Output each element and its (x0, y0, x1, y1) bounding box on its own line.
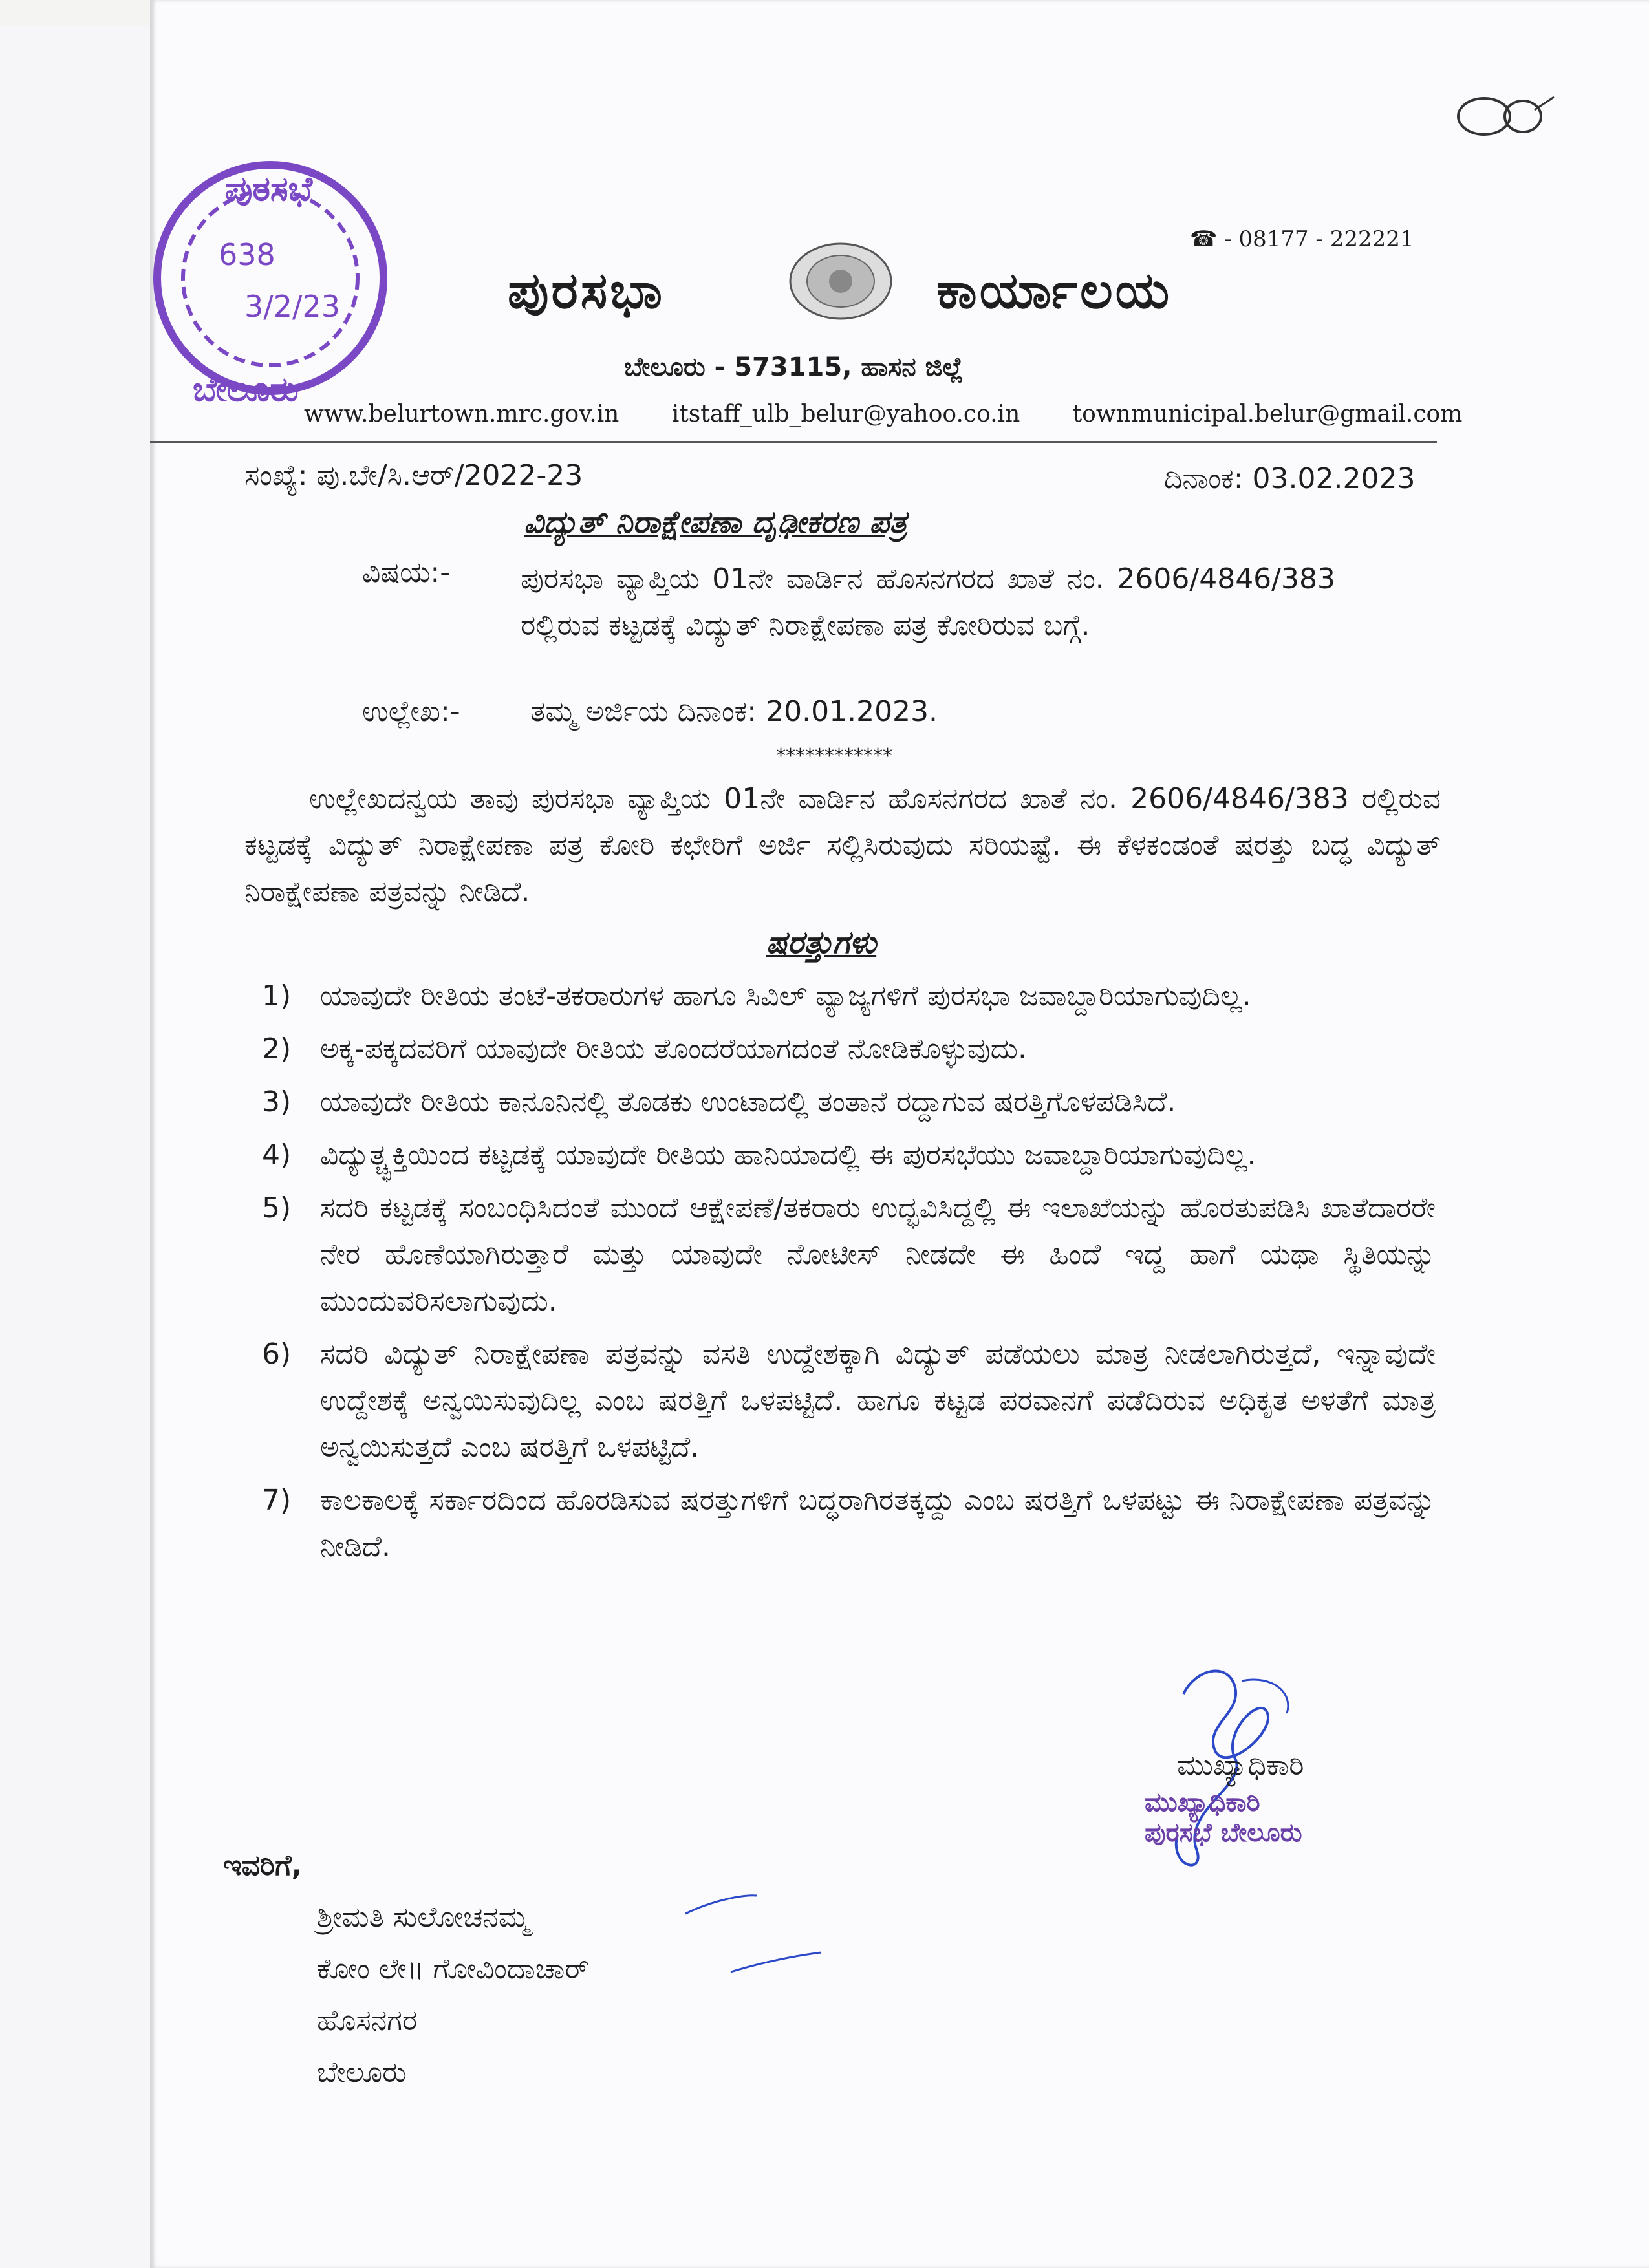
letter-date: ದಿನಾಂಕ: 03.02.2023 (1164, 462, 1416, 495)
condition-item: 5) ಸದರಿ ಕಟ್ಟಡಕ್ಕೆ ಸಂಬಂಧಿಸಿದಂತೆ ಮುಂದೆ ಆಕ್ಷೇಪಣೆ/ತಕರಾರು ಉದ್ಭವಿಸಿದ್ದಲ್ಲಿ ಈ ಇಲಾಖೆಯನ್ನು ಹೊರತುಪಡಿಸಿ ಖಾತೆದಾರರೇ ನೇರ ಹೊಣೆಯಾಗಿರುತ್ತಾರೆ ಮತ್ತು ಯಾವುದೇ ನೋಟೀಸ್ ನೀಡದೇ ಈ ಹಿಂದೆ ಇದ್ದ ಹಾಗೆ ಯಥಾ ಸ್ಥಿತಿಯನ್ನು ಮುಂದುವರಿಸಲಾಗುವುದು. (262, 1192, 1436, 1318)
swachh-bharat-logo-icon (1452, 91, 1555, 142)
office-title-left: ಪುರಸಭಾ (508, 262, 665, 320)
conditions-list (262, 973, 1436, 1577)
signatory-title: ಮುಖ್ಯಾಧಿಕಾರಿ (1177, 1749, 1304, 1782)
phone-number: ☎ - 08177 - 222221 (1190, 226, 1414, 252)
condition-item: 7) ಕಾಲಕಾಲಕ್ಕೆ ಸರ್ಕಾರದಿಂದ ಹೊರಡಿಸುವ ಷರತ್ತುಗಳಿಗೆ ಬದ್ಧರಾಗಿರತಕ್ಕದ್ದು ಎಂಬ ಷರತ್ತಿಗೆ ಒಳಪಟ್ಟು ಈ ನಿರಾಕ್ಷೇಪಣಾ ಪತ್ರವನ್ನು ನೀಡಿದೆ. (262, 1484, 1436, 1563)
recipient-line: ಕೋಂ ಲೇ॥ ಗೋವಿಂದಾಚಾರ್ (317, 1952, 589, 1985)
reference-text: ತಮ್ಮ ಅರ್ಜಿಯ ದಿನಾಂಕ: 20.01.2023. (530, 695, 938, 728)
subject-label: ವಿಷಯ:- (362, 556, 451, 589)
subject-text: ಪುರಸಭಾ ವ್ಯಾಪ್ತಿಯ 01ನೇ ವಾರ್ಡಿನ ಹೊಸನಗರದ ಖಾತೆ ನಂ. 2606/4846/383 ರಲ್ಲಿರುವ ಕಟ್ಟಡಕ್ಕೆ ವಿದ್ಯುತ್ ನಿರಾಕ್ಷೇಪಣಾ ಪತ್ರ ಕೋರಿರುವ ಬಗ್ಗೆ. (521, 562, 1335, 642)
conditions-title: ಷರತ್ತುಗಳು (766, 925, 877, 961)
recipient-label: ಇವರಿಗೆ, (223, 1849, 303, 1882)
municipal-office-stamp (147, 142, 393, 414)
condition-item: 4) ವಿದ್ಯುತ್ಚ್ಛಕ್ತಿಯಿಂದ ಕಟ್ಟಡಕ್ಕೆ ಯಾವುದೇ ರೀತಿಯ ಹಾನಿಯಾದಲ್ಲಿ ಈ ಪುರಸಭೆಯು ಜವಾಬ್ದಾರಿಯಾಗುವುದಿಲ್ಲ. (262, 1139, 1256, 1171)
stamp-number: 638 (219, 237, 275, 272)
condition-item: 3) ಯಾವುದೇ ರೀತಿಯ ಕಾನೂನಿನಲ್ಲಿ ತೊಡಕು ಉಂಟಾದಲ್ಲಿ ತಂತಾನೆ ರದ್ದಾಗುವ ಷರತ್ತಿಗೊಳಪಡಿಸಿದೆ. (262, 1086, 1176, 1118)
website-link[interactable]: www.belurtown.mrc.gov.in (304, 401, 620, 427)
stamp-text-top: ಪುರಸಭೆ (225, 170, 313, 209)
telephone-icon: ☎ (1190, 226, 1218, 252)
municipal-emblem-icon (786, 239, 896, 323)
signatory-stamp-line-1: ಮುಖ್ಯಾಧಿಕಾರಿ (1145, 1788, 1260, 1817)
signatory-stamp-line-2: ಪುರಸಭೆ ಬೇಲೂರು (1145, 1818, 1302, 1848)
letter-body: ಉಲ್ಲೇಖದನ್ವಯ ತಾವು ಪುರಸಭಾ ವ್ಯಾಪ್ತಿಯ 01ನೇ ವಾರ್ಡಿನ ಹೊಸನಗರದ ಖಾತೆ ನಂ. 2606/4846/383 ರಲ್ಲಿರುವ ಕಟ್ಟಡಕ್ಕೆ ವಿದ್ಯುತ್ ನಿರಾಕ್ಷೇಪಣಾ ಪತ್ರ ಕೋರಿ ಕಛೇರಿಗೆ ಅರ್ಜಿ ಸಲ್ಲಿಸಿರುವುದು ಸರಿಯಷ್ಟೆ. ಈ ಕೆಳಕಂಡಂತೆ ಷರತ್ತು ಬದ್ಧ ವಿದ್ಯುತ್ ನಿರಾಕ್ಷೇಪಣಾ ಪತ್ರವನ್ನು ನೀಡಿದೆ. (244, 782, 1441, 908)
stamp-date: 3/2/23 (244, 289, 341, 324)
header-divider (150, 441, 1437, 443)
separator-stars: ************ (776, 745, 892, 767)
office-address: ಬೇಲೂರು - 573115, ಹಾಸನ ಜಿಲ್ಲೆ (624, 352, 964, 382)
condition-item: 1) ಯಾವುದೇ ರೀತಿಯ ತಂಟೆ-ತಕರಾರುಗಳ ಹಾಗೂ ಸಿವಿಲ್ ವ್ಯಾಜ್ಯಗಳಿಗೆ ಪುರಸಭಾ ಜವಾಬ್ದಾರಿಯಾಗುವುದಿಲ್ಲ. (262, 979, 1251, 1012)
email-link-1[interactable]: itstaff_ulb_belur@yahoo.co.in (671, 401, 1020, 427)
email-link-2[interactable]: townmunicipal.belur@gmail.com (1072, 401, 1463, 427)
office-title-right: ಕಾರ್ಯಾಲಯ (936, 262, 1172, 320)
condition-item: 6) ಸದರಿ ವಿದ್ಯುತ್ ನಿರಾಕ್ಷೇಪಣಾ ಪತ್ರವನ್ನು ವಸತಿ ಉದ್ದೇಶಕ್ಕಾಗಿ ವಿದ್ಯುತ್ ಪಡೆಯಲು ಮಾತ್ರ ನೀಡಲಾಗಿರುತ್ತದೆ, ಇನ್ನಾವುದೇ ಉದ್ದೇಶಕ್ಕೆ ಅನ್ವಯಿಸುವುದಿಲ್ಲ ಎಂಬ ಷರತ್ತಿಗೆ ಒಳಪಟ್ಟಿದೆ. ಹಾಗೂ ಕಟ್ಟಡ ಪರವಾನಗೆ ಪಡೆದಿರುವ ಅಧಿಕೃತ ಅಳತೆಗೆ ಮಾತ್ರ ಅನ್ವಯಿಸುತ್ತದೆ ಎಂಬ ಷರತ್ತಿಗೆ ಒಳಪಟ್ಟಿದೆ. (262, 1338, 1436, 1464)
recipient-name: ಶ್ರೀಮತಿ ಸುಲೋಚನಮ್ಮ (317, 1901, 530, 1934)
contact-links (304, 401, 1462, 427)
stamp-text-bottom: ಬೇಲೂರು (193, 370, 299, 409)
scan-left-strip (0, 26, 150, 2268)
letter-heading: ವಿದ್ಯುತ್ ನಿರಾಕ್ಷೇಪಣಾ ದೃಢೀಕರಣ ಪತ್ರ (524, 504, 907, 540)
condition-item: 2) ಅಕ್ಕ-ಪಕ್ಕದವರಿಗೆ ಯಾವುದೇ ರೀತಿಯ ತೊಂದರೆಯಾಗದಂತೆ ನೋಡಿಕೊಳ್ಳುವುದು. (262, 1032, 1027, 1065)
reference-number: ಸಂಖ್ಯೆ: ಪು.ಬೇ/ಸಿ.ಆರ್/2022-23 (244, 459, 583, 492)
recipient-line: ಹೊಸನಗರ (317, 2004, 418, 2037)
ink-tick-marks (673, 1888, 828, 1985)
reference-label: ಉಲ್ಲೇಖ:- (362, 695, 460, 728)
recipient-line: ಬೇಲೂರು (317, 2056, 407, 2089)
